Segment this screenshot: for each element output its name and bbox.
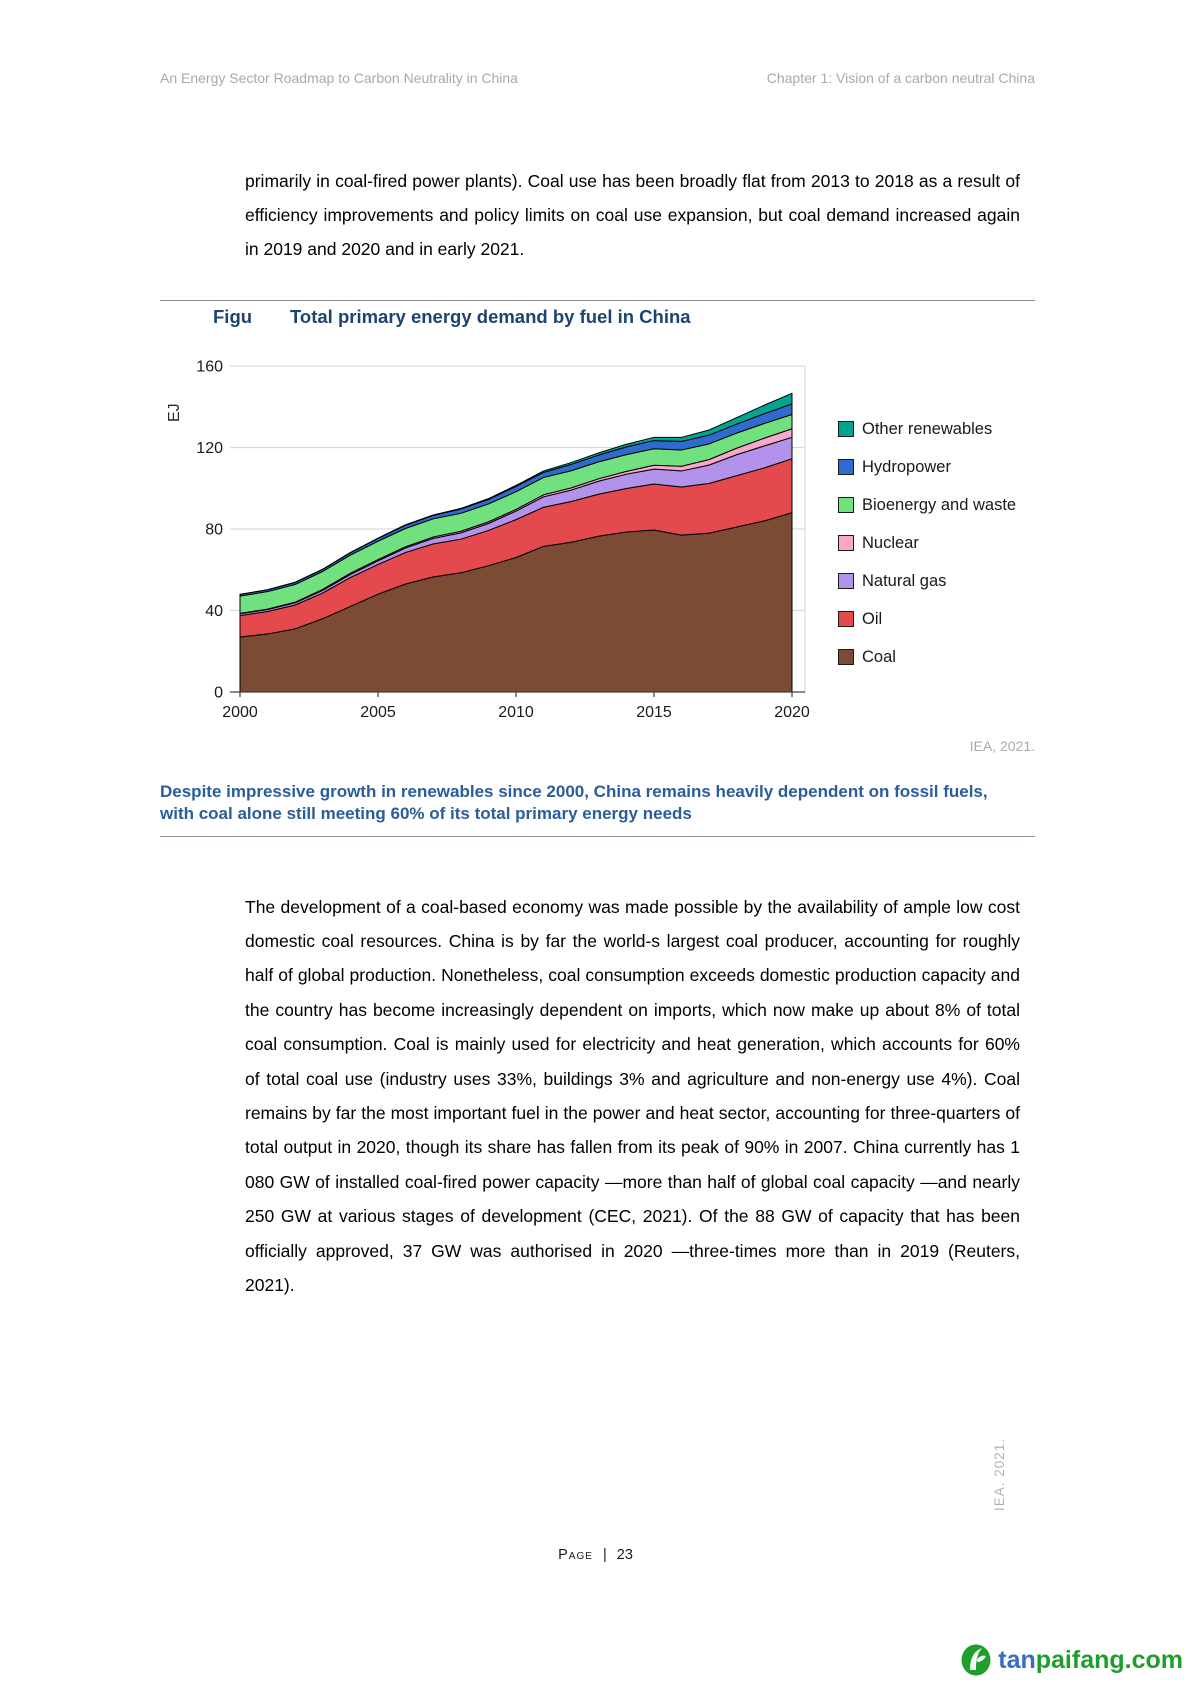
legend-label: Nuclear	[862, 533, 919, 552]
y-tick-label: 120	[196, 440, 223, 457]
legend-item-natural-gas	[838, 562, 1016, 600]
footer-page-number: 23	[616, 1547, 633, 1563]
y-tick-label: 80	[205, 521, 223, 539]
legend-swatch	[838, 421, 854, 437]
legend-item-other-renewables	[838, 410, 1016, 448]
legend-swatch	[838, 611, 854, 627]
legend-swatch	[838, 459, 854, 475]
legend-item-hydropower	[838, 448, 1016, 486]
watermark	[960, 1644, 1183, 1676]
legend-label: Hydropower	[862, 457, 951, 476]
legend-item-nuclear	[838, 524, 1016, 562]
legend-swatch	[838, 497, 854, 513]
footer-separator: |	[602, 1547, 607, 1563]
y-axis-title: EJ	[166, 403, 183, 422]
legend-label: Natural gas	[862, 571, 947, 590]
x-tick-label: 2005	[360, 704, 396, 721]
legend-label: Bioenergy and waste	[862, 495, 1017, 514]
legend-label: Other renewables	[862, 419, 993, 438]
x-tick-label: 2015	[636, 704, 672, 721]
figure-caption: Despite impressive growth in renewables since 2000, China remains heavily dependent on fossil fuels, with coal alone still meeting 60% of its total primary energy needs	[160, 782, 988, 823]
figure-top-rule	[160, 300, 1035, 301]
legend-item-coal	[838, 638, 1016, 676]
caption-bottom-rule	[160, 836, 1035, 837]
legend-swatch	[838, 535, 854, 551]
stacked-area-chart	[165, 350, 825, 742]
x-tick-label: 2000	[222, 704, 258, 721]
legend-label: Oil	[862, 609, 883, 628]
figure-source: IEA, 2021.	[969, 738, 1035, 754]
watermark-leaf-icon	[960, 1644, 992, 1676]
header-running-title: An Energy Sector Roadmap to Carbon Neutrality in China	[160, 70, 518, 86]
legend-item-oil	[838, 600, 1016, 638]
header-chapter-title: Chapter 1: Vision of a carbon neutral China	[766, 70, 1035, 86]
watermark-text: tanpaifang.com	[998, 1645, 1183, 1674]
side-attribution: IEA. 2021.	[992, 1438, 1007, 1512]
y-tick-label: 0	[214, 684, 223, 702]
x-tick-label: 2020	[774, 704, 810, 721]
y-tick-label: 40	[205, 603, 223, 620]
page-footer	[0, 1547, 1191, 1563]
y-tick-label: 160	[196, 358, 223, 376]
figure-label: Figu	[213, 306, 253, 327]
legend-item-bioenergy-and-waste	[838, 486, 1016, 524]
intro-paragraph: primarily in coal-fired power plants). Coal use has been broadly flat from 2013 to 2018 as a result of efficiency improvements and policy limits on coal use expansion, but coal demand increased again in 2019 and 2020 and in early 2021.	[245, 170, 1020, 260]
body-paragraph: The development of a coal-based economy was made possible by the availability of ample low cost domestic coal resources. China is by far the world-s largest coal producer, accounting for roughly half of global production. Nonetheless, coal consumption exceeds domestic production capacity and the country has become increasingly dependent on imports, which now make up about 8% of total coal consumption. Coal is mainly used for electricity and heat generation, which accounts for 60% of total coal use (industry uses 33%, buildings 3% and agriculture and non-energy use 4%). Coal remains by far the most important fuel in the power and heat sector, accounting for three-quarters of total output in 2020, though its share has fallen from its peak of 90% in 2007. China currently has 1 080 GW of installed coal-fired power capacity —more than half of global coal capacity —and nearly 250 GW at various stages of development (CEC, 2021). Of the 88 GW of capacity that has been officially approved, 37 GW was authorised in 2020 —three-times more than in 2019 (Reuters, 2021).	[245, 896, 1020, 1295]
figure-title: Total primary energy demand by fuel in China	[290, 306, 691, 327]
x-tick-label: 2010	[498, 704, 534, 721]
chart-legend	[838, 410, 1016, 676]
legend-label: Coal	[862, 647, 896, 666]
footer-page-label: Page	[558, 1547, 593, 1563]
legend-swatch	[838, 573, 854, 589]
legend-swatch	[838, 649, 854, 665]
figure-title-row	[213, 306, 691, 328]
